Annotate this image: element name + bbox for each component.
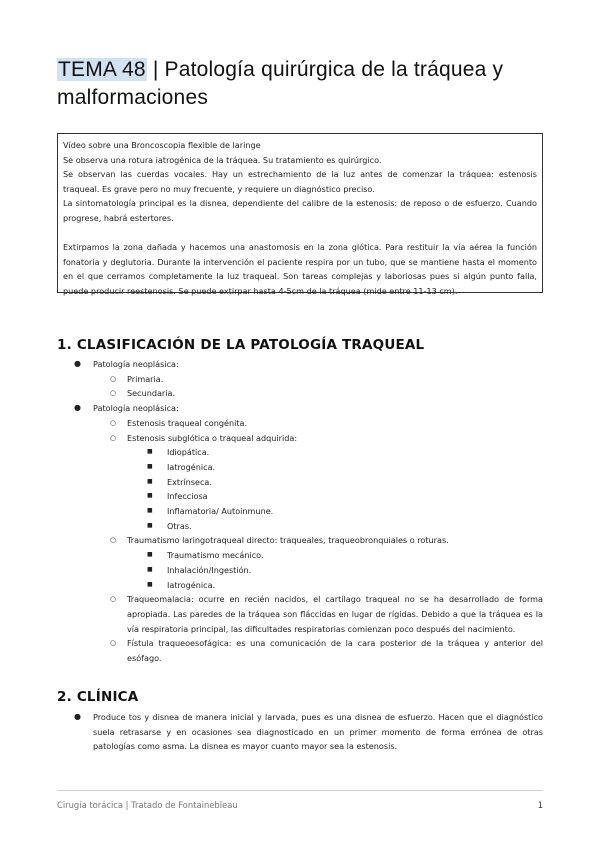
circle-bullet-icon: ○ <box>110 639 117 648</box>
list-item: ● Patología neoplásica: <box>57 357 543 372</box>
list-item: ■ Traumatismo mecánico. <box>57 548 543 563</box>
list-item: ○ Traqueomalacia: ocurre en recién nacidos, el cartílago traqueal no se ha desarrollado de forma apropiada. Las paredes de la tráquea son fláccidas en lugar de rígidas. Debido a que la tráquea es la vía respiratoria principal, las dificultades respiratorias comienzan poco después del nacimiento. <box>110 594 543 634</box>
bullet-icon: ● <box>74 712 81 721</box>
circle-bullet-icon: ○ <box>110 418 117 427</box>
list-item: ○ Fístula traqueoesofágica: es una comunicación de la cara posterior de la tráquea y anterior del esófago. <box>110 638 543 664</box>
page-title <box>57 56 547 112</box>
list-item: ● Produce tos y disnea de manera inicial y larvada, pues es una disnea de esfuerzo. Hacen que el diagnóstico suela retrasarse y en ocasiones sea diagnosticado en un primer momento de forma errónea de otras patologías como asma. La disnea es mayor cuanto mayor sea la estenosis. <box>74 712 543 752</box>
square-bullet-icon: ■ <box>147 477 153 485</box>
title-text: | Patología quirúrgica de la tráquea y malformaciones <box>57 58 504 109</box>
list-item: ■ Inflamatoria/ Autoinmune. <box>57 504 543 519</box>
footer-text: Cirugía torácica | Tratado de Fontainebleau <box>57 800 238 810</box>
bullet-icon: ● <box>74 359 81 368</box>
list-item: ○ Estenosis traqueal congénita. <box>57 416 543 431</box>
section-heading-clasificacion: 1. CLASIFICACIÓN DE LA PATOLOGÍA TRAQUEAL <box>57 337 425 353</box>
square-bullet-icon: ■ <box>147 492 153 500</box>
circle-bullet-icon: ○ <box>110 374 117 383</box>
box-line: Se observan las cuerdas vocales. Hay un estrechamiento de la luz antes de comenzar la tráquea: estenosis traqueal. Es grave pero no muy frecuente, y requiere un diagnóstico preciso. <box>63 169 537 194</box>
bullet-icon: ● <box>74 403 81 413</box>
square-bullet-icon: ■ <box>147 521 153 529</box>
classification-list <box>57 357 543 666</box>
list-item: ■ Idiopática. <box>57 445 543 460</box>
list-item: ■ Infecciosa <box>57 489 543 504</box>
circle-bullet-icon: ○ <box>110 536 117 545</box>
list-item: ■ Extrínseca. <box>57 475 543 490</box>
list-item: ■ Inhalación/Ingestión. <box>57 563 543 578</box>
list-item: ■ Iatrogénica. <box>57 460 543 475</box>
list-item: ■ Iatrogénica. <box>57 578 543 593</box>
box-line: La sintomatología principal es la disnea, dependiente del calibre de la estenosis: de reposo o de esfuerzo. Cuando progrese, habrá estertores. <box>63 198 537 223</box>
list-item: ○ Primaria. <box>57 372 543 387</box>
box-line: Se observa una rotura iatrogénica de la tráquea. Su tratamiento es quirúrgico. <box>63 154 382 165</box>
square-bullet-icon: ■ <box>147 462 153 470</box>
list-item: ■ Otras. <box>57 519 543 534</box>
page-number: 1 <box>537 800 543 810</box>
square-bullet-icon: ■ <box>147 507 153 515</box>
circle-bullet-icon: ○ <box>110 389 117 398</box>
box-line: Vídeo sobre una Broncoscopia flexible de laringe <box>63 140 261 150</box>
circle-bullet-icon: ○ <box>110 595 117 604</box>
list-item: ○ Estenosis subglótica o traqueal adquirida: <box>57 431 543 446</box>
summary-box <box>57 133 543 296</box>
square-bullet-icon: ■ <box>147 551 153 559</box>
square-bullet-icon: ■ <box>147 580 153 588</box>
tema-number: TEMA 48 <box>58 58 146 81</box>
page-footer <box>57 790 543 810</box>
section-heading-clinica: 2. CLÍNICA <box>57 689 139 705</box>
square-bullet-icon: ■ <box>147 565 153 573</box>
list-item: ○ Secundaria. <box>57 386 543 401</box>
list-item: ● Patología neoplásica: <box>57 401 543 416</box>
square-bullet-icon: ■ <box>147 448 153 456</box>
box-paragraph: Extirpamos la zona dañada y hacemos una anastomosis en la zona glótica. Para restituir la vía aérea la función fonatoria y deglutoria. Durante la intervención el paciente respira por un tubo, que se mantiene hasta el momento en el que cerramos completamente la luz traqueal. Son tareas complejas y laboriosas pues si algún punto falla, puede producir reestenosis. Se puede extirpar hasta 4-5cm de la tráquea (mide entre 11-13 cm). <box>63 242 537 296</box>
circle-bullet-icon: ○ <box>110 433 117 442</box>
clinica-list <box>57 710 543 754</box>
list-item: ○ Traumatismo laringotraqueal directo: traqueales, traqueobronquiales o roturas. <box>57 533 543 548</box>
